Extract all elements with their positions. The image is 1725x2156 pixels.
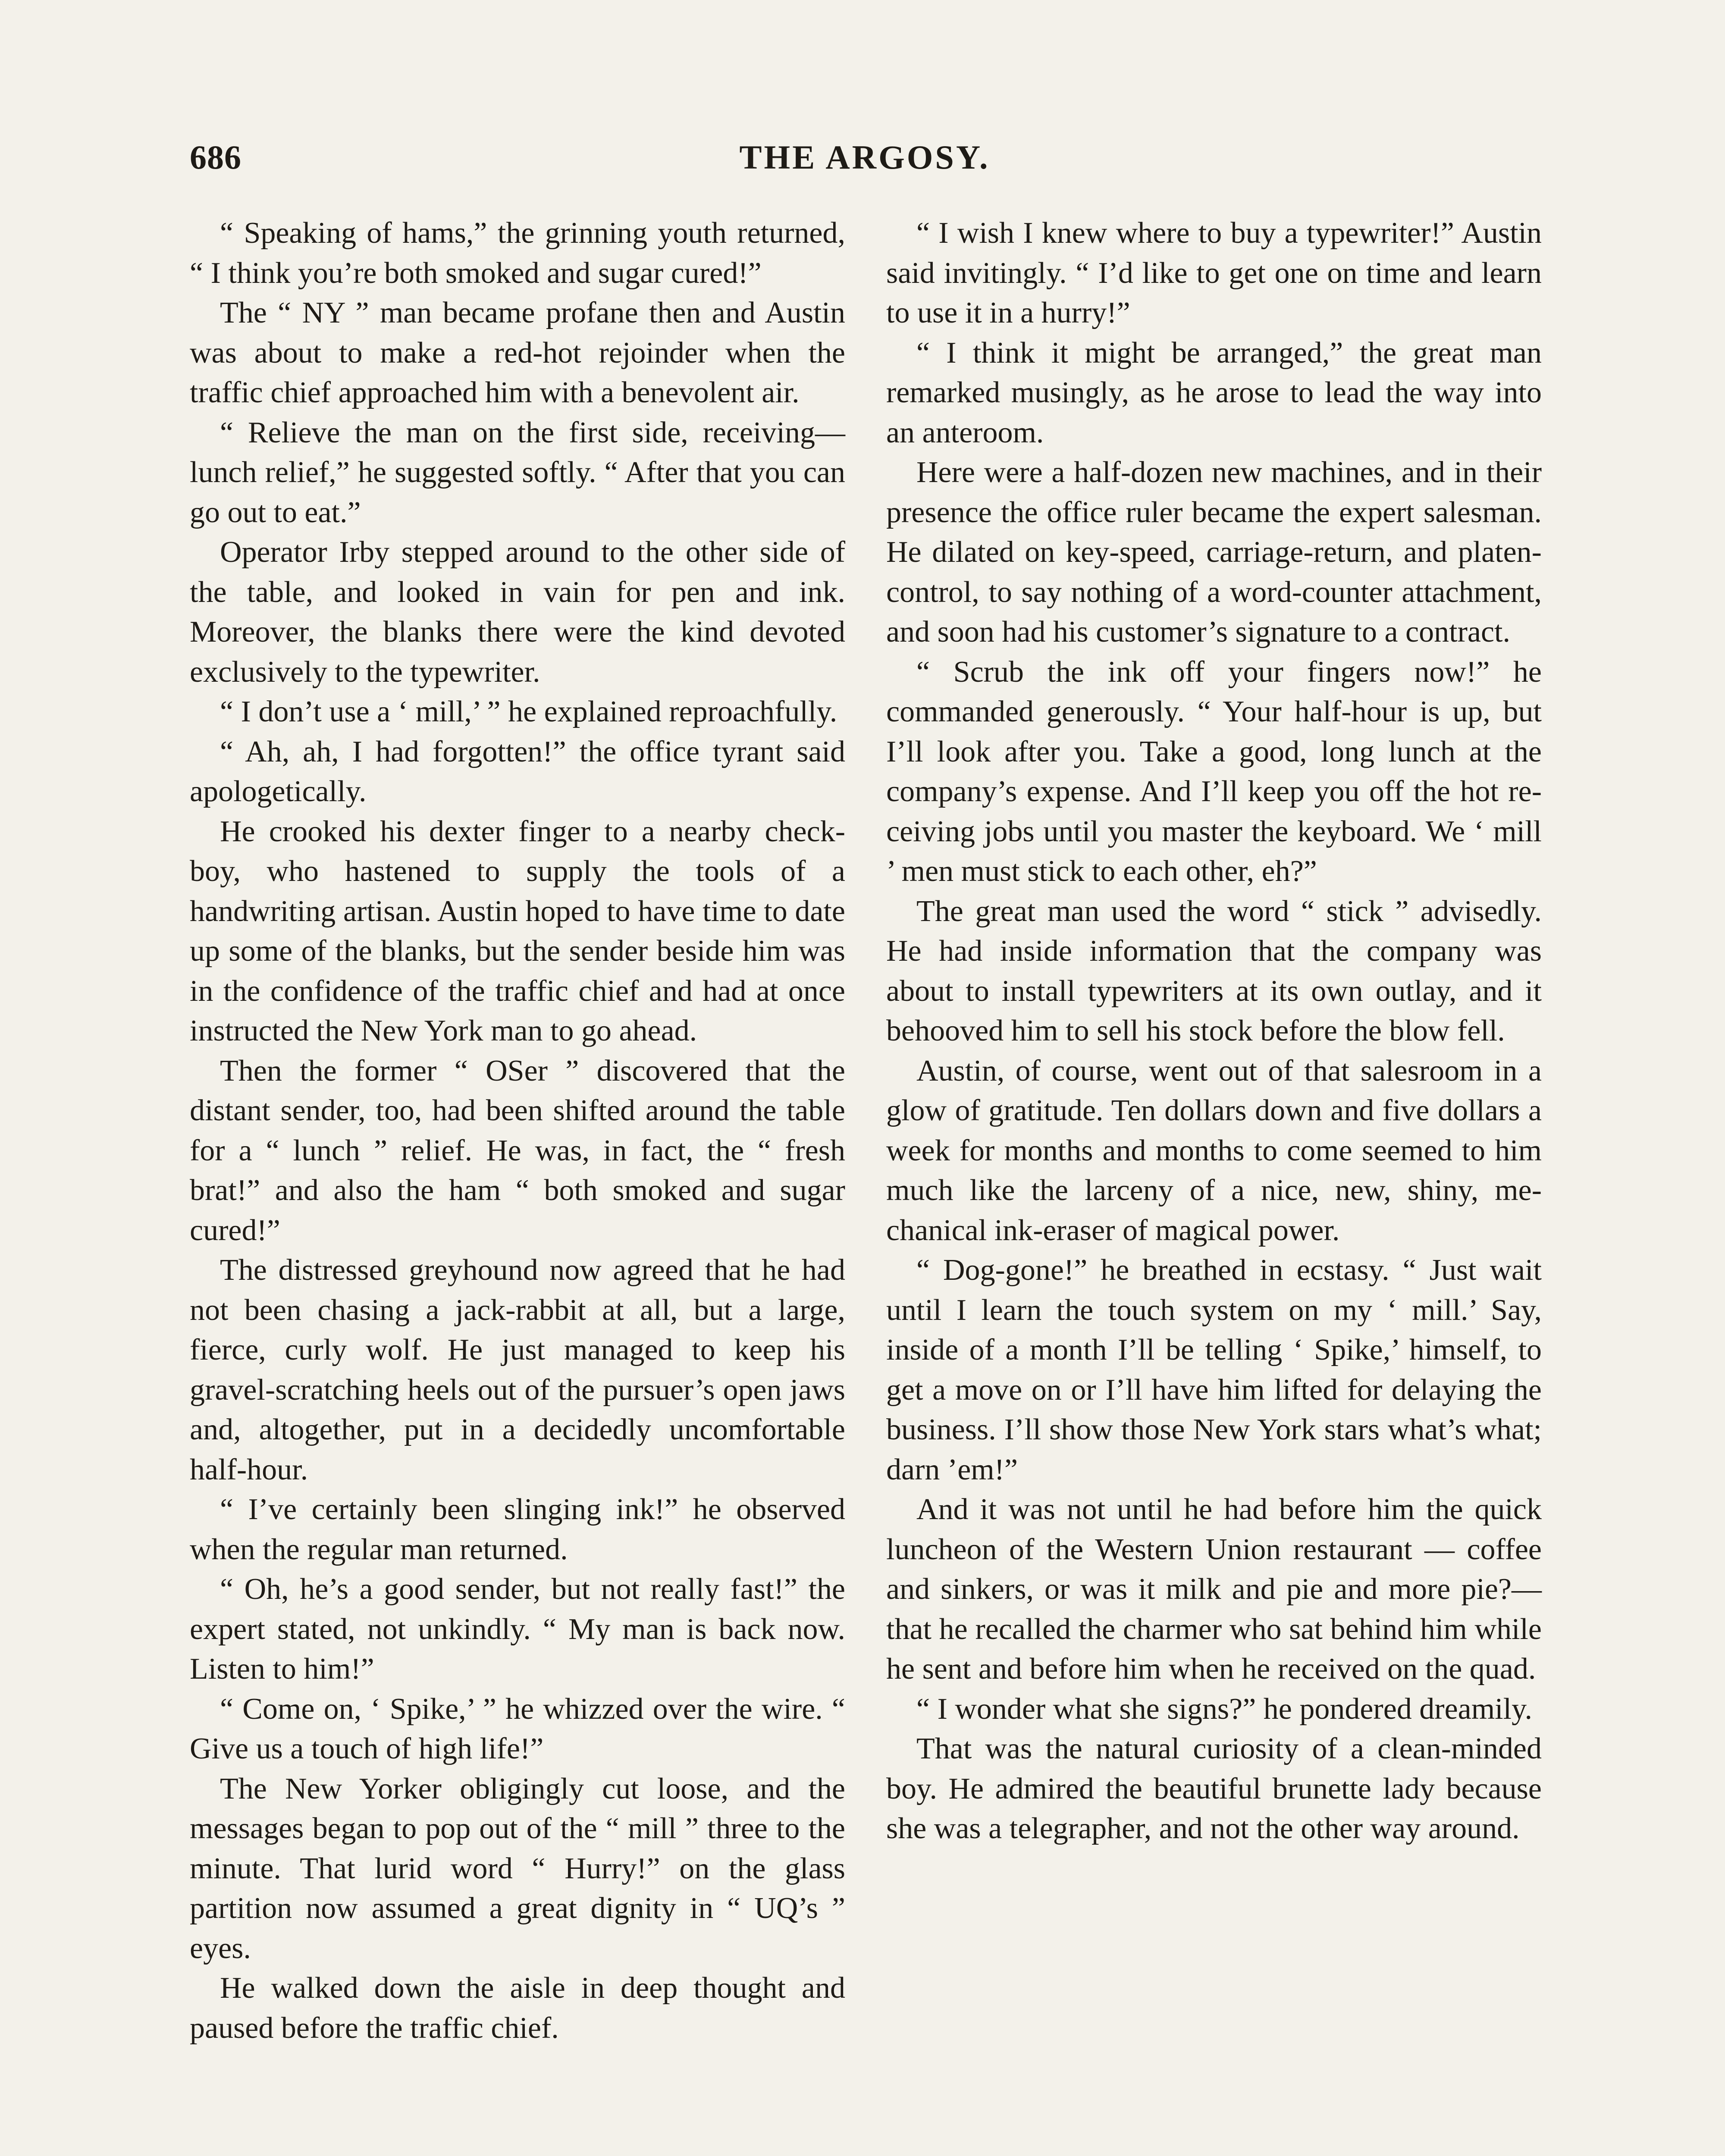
running-head: THE ARGOSY. bbox=[739, 138, 990, 176]
paragraph: “ I wonder what she signs?” he pondered dreamily. bbox=[916, 1692, 1533, 1726]
paragraph: “ Scrub the ink off your fingers now!” he commanded generously. “ Your half-hour is up, but I’ll look after you. Take a good, long lunch at the company’s expense. And I’ll keep you off the hot receiving jobs until you master the keyboard. We ‘ mill ’ men must stick to each other, eh?” bbox=[886, 655, 1542, 888]
paragraph: “ Speaking of hams,” the grinning youth returned, “ I think you’re both smoked and sugar cured!” bbox=[190, 216, 845, 290]
paragraph: “ Come on, ‘ Spike,’ ” he whizzed over the wire. “ Give us a touch of high life!” bbox=[190, 1692, 845, 1765]
page-number: 686 bbox=[190, 138, 242, 176]
right-column bbox=[886, 213, 1542, 1849]
paragraph: “ I wish I knew where to buy a typewriter!” Austin said invitingly. “ I’d like to get one on time and learn to use it in a hurry!” bbox=[886, 216, 1542, 329]
paragraph: Operator Irby stepped around to the other side of the table, and looked in vain for pen and ink. Moreover, the blanks there were the kind devoted exclusively to the typewriter. bbox=[190, 536, 845, 689]
paragraph: The New Yorker obligingly cut loose, and the messages began to pop out of the “ mill ” three to the minute. That lurid word “ Hurry!” on the glass partition now assumed a great dignity in “ UQ’s ” eyes. bbox=[190, 1772, 845, 1965]
paragraph: He walked down the aisle in deep thought and paused before the traffic chief. bbox=[190, 1971, 845, 2045]
paragraph: “ Oh, he’s a good sender, but not really fast!” the expert stated, not unkindly. “ My man is back now. Listen to him!” bbox=[190, 1573, 845, 1686]
paragraph: The great man used the word “ stick ” advisedly. He had inside information that the company was about to install typewriters at its own outlay, and it behooved him to sell his stock before the blow fell. bbox=[886, 894, 1542, 1047]
page-header bbox=[190, 138, 1540, 185]
paragraph: “ I’ve certainly been slinging ink!” he observed when the regular man returned. bbox=[190, 1493, 845, 1566]
paragraph: Austin, of course, went out of that salesroom in a glow of gratitude. Ten dollars down and five dollars a week for months and months to come seemed to him much like the larceny of a nice, new, shiny, mechanical ink-eraser of magical power. bbox=[886, 1054, 1542, 1247]
paragraph: Here were a half-dozen new machines, and in their presence the office ruler became the expert salesman. He dilated on key-speed, carriage-return, and platen-control, to say nothing of a word-counter attachment, and soon had his customer’s signature to a contract. bbox=[886, 456, 1542, 649]
paragraph: “ Dog-gone!” he breathed in ecstasy. “ Just wait until I learn the touch system on my ‘ mill.’ Say, inside of a month I’ll be telling ‘ Spike,’ himself, to get a move on or I’ll have him lifted for delaying the business. I’ll show those New York stars what’s what; darn ’em!” bbox=[886, 1253, 1542, 1486]
paragraph: The distressed greyhound now agreed that he had not been chasing a jack-rabbit at all, but a large, fierce, curly wolf. He just managed to keep his gravel-scratching heels out of the pursuer’s open jaws and, altogether, put in a decidedly uncomfortable half-hour. bbox=[190, 1253, 845, 1486]
paragraph: The “ NY ” man became profane then and Austin was about to make a red-hot rejoinder when the traffic chief approached him with a benevolent air. bbox=[190, 296, 845, 409]
paragraph: “ I don’t use a ‘ mill,’ ” he explained reproachfully. bbox=[220, 695, 837, 728]
paragraph: That was the natural curiosity of a clean-minded boy. He admired the beautiful brunette lady because she was a telegrapher, and not the other way around. bbox=[886, 1732, 1542, 1845]
paragraph: “ Relieve the man on the first side, receiving—lunch relief,” he suggested softly. “ After that you can go out to eat.” bbox=[190, 416, 845, 529]
paragraph: “ I think it might be arranged,” the great man remarked musingly, as he arose to lead the way into an anteroom. bbox=[886, 336, 1542, 449]
paragraph: And it was not until he had before him the quick luncheon of the Western Union restaurant — coffee and sinkers, or was it milk and pie and more pie?—that he recalled the charmer who sat behind him while he sent and before him when he received on the quad. bbox=[886, 1493, 1542, 1686]
paragraph: “ Ah, ah, I had forgotten!” the office tyrant said apologetically. bbox=[190, 735, 845, 808]
paragraph: Then the former “ OSer ” discovered that the distant sender, too, had been shifted around the table for a “ lunch ” relief. He was, in fact, the “ fresh brat!” and also the ham “ both smoked and sugar cured!” bbox=[190, 1054, 845, 1247]
left-column bbox=[190, 213, 845, 2048]
paragraph: He crooked his dexter finger to a nearby check-boy, who hastened to supply the tools of a handwriting artisan. Austin hoped to have time to date up some of the blanks, but the sender beside him was in the confidence of the traffic chief and had at once instructed the New York man to go ahead. bbox=[190, 815, 845, 1047]
